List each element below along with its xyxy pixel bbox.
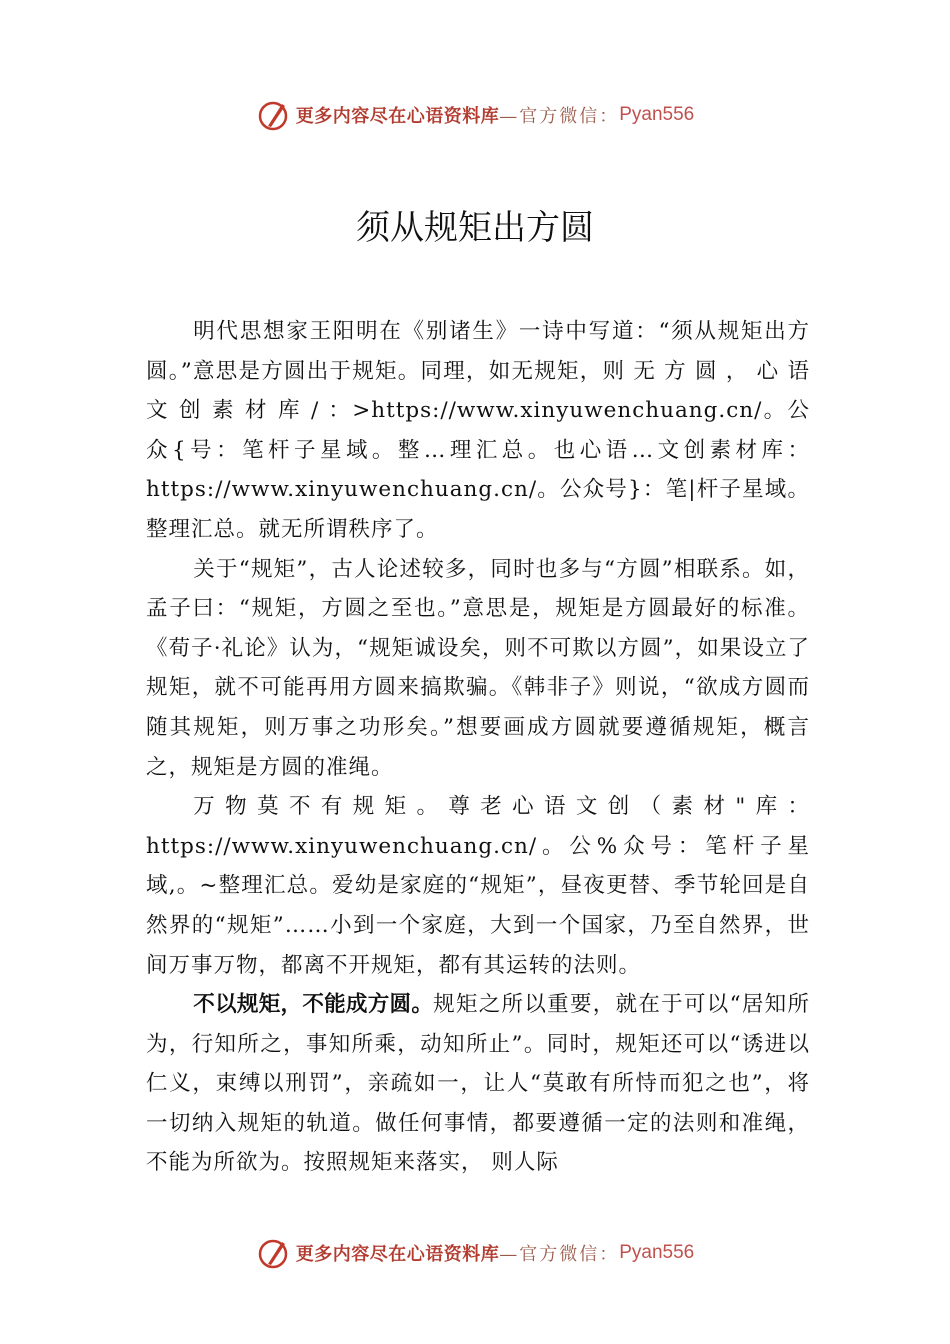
paragraph-4 xyxy=(146,985,810,1183)
banner-wechat-id: Pyan556 xyxy=(619,1242,695,1263)
banner-sub-text: —官方微信： xyxy=(499,1244,620,1265)
paragraph-4-lead: 不以规矩，不能成方圆。 xyxy=(193,992,434,1018)
footer-banner xyxy=(0,1233,950,1273)
banner-sub-text: —官方微信： xyxy=(499,106,620,127)
paragraph-4-text: 规矩之所以重要，就在于可以“居知所为，行知所之，事知所乘，动知所止”。同时，规矩还可以“诱进以仁义，束缚以刑罚”，亲疏如一，让人“莫敢有所恃而犯之也”，将一切纳入规矩的轨道。做任何事情，都要遵循一定的法则和准绳，不能为所欲为。按照规矩来落实， 则人际 xyxy=(146,992,810,1176)
page-title: 须从规矩出方圆 xyxy=(356,208,594,248)
banner-main-text: 更多内容尽在心语资料库 xyxy=(295,106,500,127)
article-body xyxy=(146,312,810,1183)
paragraph-3-text: 万物莫不有规矩。尊老心语文创（素材"库：https://www.xinyuwenchuang.cn/。公%众号：笔杆子星域,。~整理汇总。爱幼是家庭的“规矩”，昼夜更替、季节轮回是自然界的“规矩”……小到一个家庭，大到一个国家，乃至自然界，世间万事万物，都离不开规矩，都有其运转的法则。 xyxy=(146,794,810,978)
paragraph-2 xyxy=(146,550,810,788)
paragraph-2-text: 关于“规矩”，古人论述较多，同时也多与“方圆”相联系。如，孟子曰：“规矩，方圆之至也。”意思是，规矩是方圆最好的标准。《荀子·礼论》认为，“规矩诚设矣，则不可欺以方圆”，如果设立了规矩，就不可能再用方圆来搞欺骗。《韩非子》则说，“欲成方圆而随其规矩，则万事之功形矣。”想要画成方圆就要遵循规矩，概言之，规矩是方圆的准绳。 xyxy=(146,556,810,780)
paragraph-1-text: 明代思想家王阳明在《别诸生》一诗中写道：“须从规矩出方圆。”意思是方圆出于规矩。同理，如无规矩，则 无 方 圆 ， 心 语 文 创 素 材 库 / ：>https://www.xinyuwenchuang.cn/。公众{号：笔杆子星域。整…理汇总。也心语…文创素材库：https://www.xinyuwenchuang.cn/。公众号}：笔|杆子星域。整理汇总。就无所谓秩序了。 xyxy=(146,319,810,542)
quill-logo-icon xyxy=(256,98,290,132)
banner-main-text: 更多内容尽在心语资料库 xyxy=(295,1244,500,1265)
header-banner xyxy=(0,95,950,135)
paragraph-1 xyxy=(146,312,810,550)
paragraph-3 xyxy=(146,787,810,985)
quill-logo-icon xyxy=(256,1236,290,1270)
banner-wechat-id: Pyan556 xyxy=(619,104,695,125)
